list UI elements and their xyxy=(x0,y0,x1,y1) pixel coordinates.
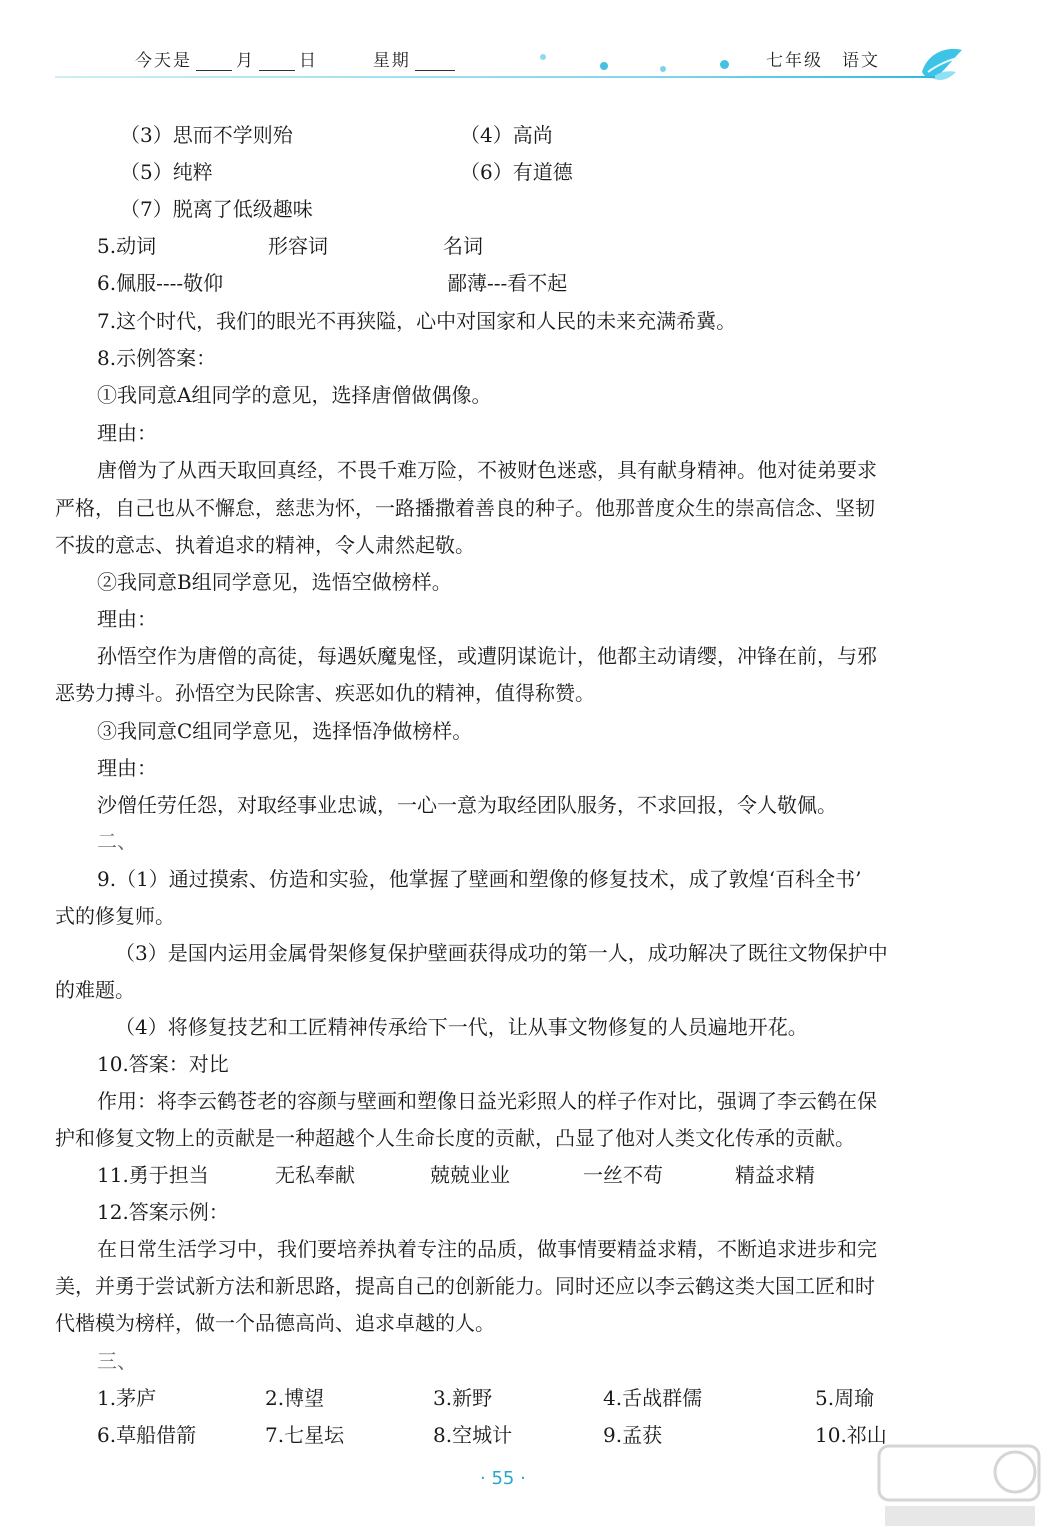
weekday-label: 星期 xyxy=(372,51,411,71)
month-label: 月 xyxy=(236,51,255,71)
answer-line: 7.七星坛 xyxy=(265,1423,345,1447)
day-label: 日 xyxy=(299,51,318,71)
answer-line: （5）纯粹 xyxy=(120,160,213,184)
answer-line: （3）是国内运用金属骨架修复保护壁画获得成功的第一人，成功解决了既往文物保护中 xyxy=(115,941,888,965)
answer-line: 不拔的意志、执着追求的精神，令人肃然起敬。 xyxy=(55,533,475,557)
answer-line: 10.答案：对比 xyxy=(97,1052,229,1076)
answer-line: 9.（1）通过摸索、仿造和实验，他掌握了壁画和塑像的修复技术，成了敦煌‘百科全书’ xyxy=(97,867,862,891)
answer-line: 12.答案示例： xyxy=(97,1200,229,1224)
answer-line: 式的修复师。 xyxy=(55,904,175,928)
answer-line: 3.新野 xyxy=(433,1386,493,1410)
answer-line: 7.这个时代，我们的眼光不再狭隘，心中对国家和人民的未来充满希冀。 xyxy=(97,309,737,333)
grade-subject: 七年级 语文 xyxy=(766,51,880,71)
answer-line: 唐僧为了从西天取回真经，不畏千难万险，不被财色迷惑，具有献身精神。他对徒弟要求 xyxy=(97,458,877,482)
answer-line: 10.祁山 xyxy=(815,1423,887,1447)
answer-line: 8.空城计 xyxy=(433,1423,513,1447)
answer-line: 4.舌战群儒 xyxy=(603,1386,703,1410)
answer-line: ②我同意B组同学意见，选悟空做榜样。 xyxy=(97,570,452,594)
answer-line: 8.示例答案： xyxy=(97,346,217,370)
decor-dot xyxy=(660,66,666,72)
answer-line: 无私奉献 xyxy=(275,1163,355,1187)
answer-line: 代楷模为榜样，做一个品德高尚、追求卓越的人。 xyxy=(55,1311,495,1335)
answer-line: ③我同意C组同学意见，选择悟净做榜样。 xyxy=(97,719,473,743)
answer-line: 形容词 xyxy=(268,234,328,258)
answer-line: 理由： xyxy=(97,756,157,780)
decor-dot xyxy=(540,54,546,60)
answer-line: 鄙薄---看不起 xyxy=(447,271,568,295)
page-header xyxy=(0,0,1049,90)
answer-line: 5.动词 xyxy=(97,234,157,258)
answer-line: （4）将修复技艺和工匠精神传承给下一代，让从事文物修复的人员遍地开花。 xyxy=(115,1015,808,1039)
answer-line: 5.周瑜 xyxy=(815,1386,875,1410)
answer-line: 一丝不苟 xyxy=(583,1163,663,1187)
answer-line: （6）有道德 xyxy=(460,160,573,184)
answer-line: 的难题。 xyxy=(55,978,135,1002)
answer-line: 精益求精 xyxy=(735,1163,815,1187)
answer-line: 孙悟空作为唐僧的高徒，每遇妖魔鬼怪，或遭阴谋诡计，他都主动请缨，冲锋在前，与邪 xyxy=(97,644,877,668)
answer-line: （4）高尚 xyxy=(460,123,553,147)
month-blank xyxy=(196,54,232,71)
answer-line: 护和修复文物上的贡献是一种超越个人生命长度的贡献，凸显了他对人类文化传承的贡献。 xyxy=(55,1126,855,1150)
day-blank xyxy=(259,54,295,71)
answer-line: 名词 xyxy=(443,234,483,258)
section-heading: 二、 xyxy=(97,829,137,853)
answer-line: 9.孟获 xyxy=(603,1423,663,1447)
decor-dot xyxy=(720,60,729,69)
weekday-blank xyxy=(415,54,455,71)
answer-line: （7）脱离了低级趣味 xyxy=(120,197,313,221)
answer-line: 严格，自己也从不懈怠，慈悲为怀，一路播撒着善良的种子。他那普度众生的崇高信念、坚韧 xyxy=(55,496,875,520)
decor-dot xyxy=(600,62,608,70)
answer-line: 在日常生活学习中，我们要培养执着专注的品质，做事情要精益求精，不断追求进步和完 xyxy=(97,1237,877,1261)
answer-line: 美，并勇于尝试新方法和新思路，提高自己的创新能力。同时还应以李云鹤这类大国工匠和时 xyxy=(55,1274,875,1298)
answer-line: 理由： xyxy=(97,421,157,445)
header-rule xyxy=(55,76,935,78)
watermark-logo xyxy=(875,1442,1045,1532)
page-number: · 55 · xyxy=(480,1468,526,1489)
answer-line: 11.勇于担当 xyxy=(97,1163,209,1187)
answer-line: 6.佩服----敬仰 xyxy=(97,271,224,295)
date-line xyxy=(135,46,459,71)
answer-line: 作用：将李云鹤苍老的容颜与壁画和塑像日益光彩照人的样子作对比，强调了李云鹤在保 xyxy=(97,1089,877,1113)
answer-line: 理由： xyxy=(97,607,157,631)
answer-line: 沙僧任劳任怨，对取经事业忠诚，一心一意为取经团队服务，不求回报，令人敬佩。 xyxy=(97,793,837,817)
section-heading: 三、 xyxy=(97,1349,137,1373)
answer-line: 1.茅庐 xyxy=(97,1386,157,1410)
answer-line: ①我同意A组同学的意见，选择唐僧做偶像。 xyxy=(97,383,492,407)
answer-line: （3）思而不学则殆 xyxy=(120,123,293,147)
answer-line: 2.博望 xyxy=(265,1386,325,1410)
answer-line: 恶势力搏斗。孙悟空为民除害、疾恶如仇的精神，值得称赞。 xyxy=(55,681,595,705)
date-prefix: 今天是 xyxy=(135,51,192,71)
answer-line: 6.草船借箭 xyxy=(97,1423,197,1447)
answer-line: 兢兢业业 xyxy=(430,1163,510,1187)
